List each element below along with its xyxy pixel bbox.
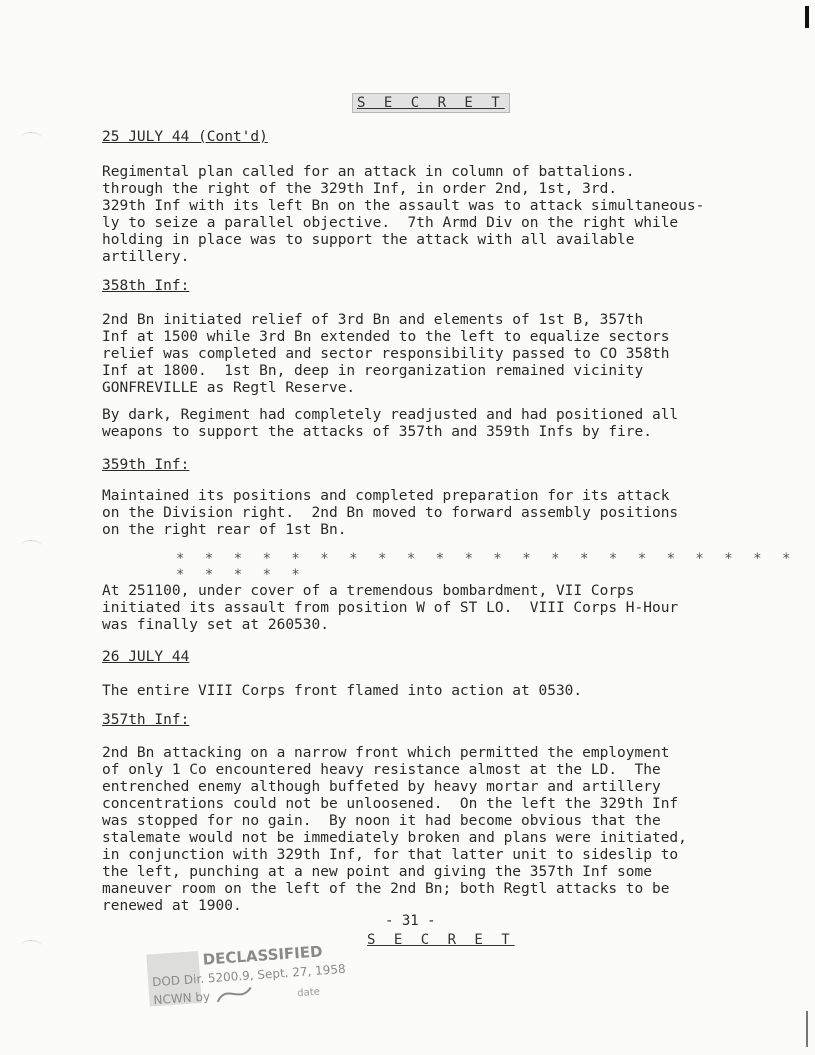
day-heading: 26 JULY 44 xyxy=(102,649,190,665)
section-paragraph: Maintained its positions and completed preparation for its attack on the Division right. 2nd Bn moved to forward assembly positions on the right rear of 1st Bn. xyxy=(102,488,679,538)
section-separator: * * * * * * * * * * * * * * * * * * * * * * * * * * * xyxy=(176,551,797,583)
section-heading: 358th Inf: xyxy=(102,278,190,294)
corps-paragraph: At 251100, under cover of a tremendous bombardment, VII Corps initiated its assault from position W of ST LO. VIII Corps H-Hour was finally set at 260530. xyxy=(102,583,679,633)
section-heading: 25 JULY 44 (Cont'd) xyxy=(102,129,268,145)
section-paragraph: Regimental plan called for an attack in column of battalions. through the right of the 329th Inf, in order 2nd, 1st, 3rd. 329th Inf with its left Bn on the assault was to attack simultaneous- ly to seize a parallel objective. 7th Armd Div on the right while holding in place was to support the attack with all available artillery. xyxy=(102,164,705,265)
scan-edge-mark-bottom xyxy=(806,1011,808,1047)
section-heading: 359th Inf: xyxy=(102,457,190,473)
stamp-line-2: DOD Dir. 5200.9, Sept. 27, 1958 xyxy=(151,961,347,990)
page-number: - 31 - xyxy=(385,913,436,929)
stamp-line-3: NCWN by xyxy=(152,989,211,1008)
scan-edge-mark-top xyxy=(805,6,809,28)
unit-paragraph: 2nd Bn attacking on a narrow front which permitted the employment of only 1 Co encountered heavy resistance almost at the LD. The entrenched enemy although buffeted by heavy mortar and artillery concentrations could not be unloosened. On the left the 329th Inf was stopped for no gain. By noon it had become obvious that the stalemate would not be immediately broken and plans were initiated, in conjunction with 329th Inf, for that latter unit to sideslip to the left, punching at a new point and giving the 357th Inf some maneuver room on the left of the 2nd Bn; both Regtl attacks to be renewed at 1900. xyxy=(102,745,687,914)
day-paragraph: The entire VIII Corps front flamed into action at 0530. xyxy=(102,683,583,699)
classification-footer: S E C R E T xyxy=(367,932,515,948)
unit-heading: 357th Inf: xyxy=(102,712,190,728)
punch-hole-mark xyxy=(20,132,42,145)
classification-header: S E C R E T xyxy=(352,93,510,113)
section-paragraph: 2nd Bn initiated relief of 3rd Bn and elements of 1st B, 357th Inf at 1500 while 3rd Bn extended to the left to equalize sectors relief was completed and sector responsibility passed to CO 358th Inf at 1800. 1st Bn, deep in reorganization remained vicinity GONFREVILLE as Regtl Reserve. xyxy=(102,312,670,396)
stamp-line-4: date xyxy=(296,986,321,1000)
declassified-stamp-graphic xyxy=(144,931,398,1018)
punch-hole-mark xyxy=(20,940,42,953)
declassified-stamp xyxy=(144,931,398,1018)
section-paragraph: By dark, Regiment had completely readjusted and had positioned all weapons to support the attacks of 357th and 359th Infs by fire. xyxy=(102,407,679,440)
stamp-line-1: DECLASSIFIED xyxy=(202,942,324,969)
punch-hole-mark xyxy=(20,540,42,553)
signature-icon xyxy=(217,987,252,1001)
